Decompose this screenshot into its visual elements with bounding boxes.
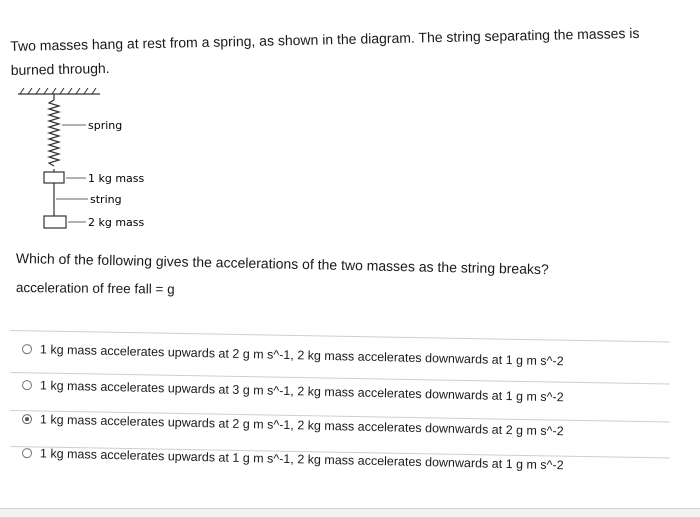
spring-coil xyxy=(49,100,59,166)
spring-label: spring xyxy=(88,119,123,132)
divider xyxy=(10,330,670,343)
option-label: 1 kg mass accelerates upwards at 2 g m s^-1, 2 kg mass accelerates downwards at 1 g m s^-2 xyxy=(39,342,564,369)
string-label: string xyxy=(90,193,122,206)
mass-2-block xyxy=(44,216,66,228)
option-label: 1 kg mass accelerates upwards at 3 g m s^-1, 2 kg mass accelerates downwards at 1 g m s^-2 xyxy=(39,378,564,405)
ceiling-hatch xyxy=(20,88,96,94)
option-2[interactable] xyxy=(22,378,564,404)
option-label: 1 kg mass accelerates upwards at 1 g m s^-1, 2 kg mass accelerates downwards at 1 g m s^-2 xyxy=(39,446,564,473)
radio-button[interactable] xyxy=(22,448,32,458)
radio-button[interactable] xyxy=(22,380,32,390)
question-prompt: Which of the following gives the accelerations of the two masses as the string breaks? xyxy=(15,250,549,278)
radio-button-selected[interactable] xyxy=(22,414,32,424)
radio-button[interactable] xyxy=(22,344,32,354)
question-text: Two masses hang at rest from a spring, as shown in the diagram. The string separating the masses is burned through. xyxy=(10,24,640,78)
bottom-bar xyxy=(0,508,700,517)
mass-1-label: 1 kg mass xyxy=(88,172,145,185)
option-label: 1 kg mass accelerates upwards at 2 g m s^-1, 2 kg mass accelerates downwards at 2 g m s^-2 xyxy=(39,412,564,439)
mass-2-label: 2 kg mass xyxy=(88,216,145,229)
option-1[interactable] xyxy=(22,342,564,368)
spring-mass-diagram xyxy=(10,88,190,238)
acceleration-note: acceleration of free fall = g xyxy=(15,280,175,297)
mass-1-block xyxy=(44,172,64,183)
